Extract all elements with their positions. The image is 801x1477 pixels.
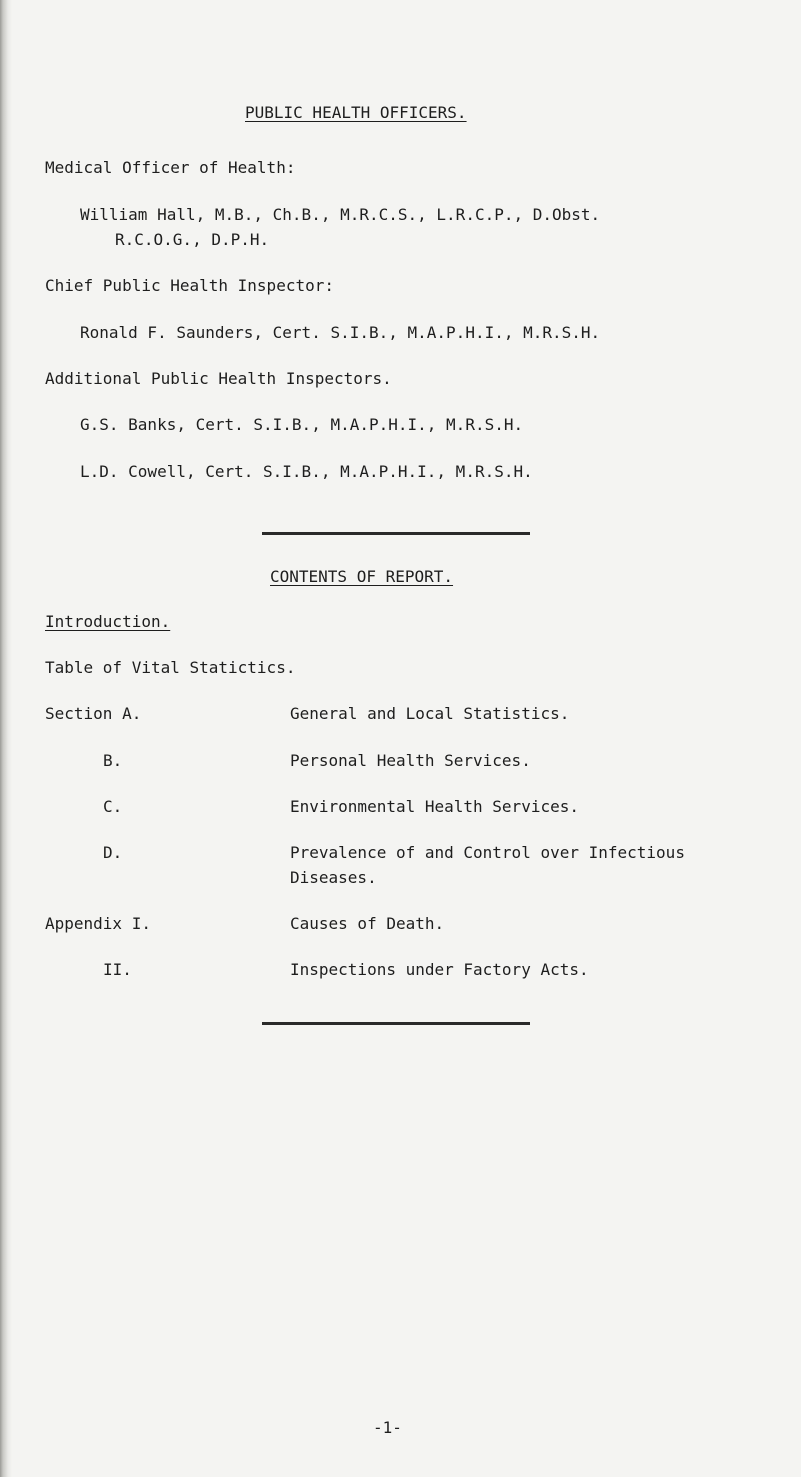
contents-title: CONTENTS OF REPORT. — [270, 567, 454, 586]
contents-label-d: D. — [103, 843, 123, 862]
aphi-heading: Additional Public Health Inspectors. — [45, 369, 392, 388]
introduction-item: Introduction. — [45, 612, 171, 631]
aphi-name-1: G.S. Banks, Cert. S.I.B., M.A.P.H.I., M.R.S.H. — [80, 415, 524, 434]
page-binding-edge — [0, 0, 12, 1477]
moh-name-line1: William Hall, M.B., Ch.B., M.R.C.S., L.R.C.P., D.Obst. — [80, 205, 601, 224]
contents-desc-d: Prevalence of and Control over Infectious — [290, 843, 685, 862]
contents-desc-b: Personal Health Services. — [290, 751, 531, 770]
aphi-name-2: L.D. Cowell, Cert. S.I.B., M.A.P.H.I., M.R.S.H. — [80, 462, 533, 481]
contents-label-b: B. — [103, 751, 123, 770]
cphi-name: Ronald F. Saunders, Cert. S.I.B., M.A.P.H.I., M.R.S.H. — [80, 323, 601, 342]
contents-desc-c: Environmental Health Services. — [290, 797, 579, 816]
contents-label-appendix-1: Appendix I. — [45, 914, 151, 933]
moh-name-line2: R.C.O.G., D.P.H. — [115, 230, 270, 249]
cphi-heading: Chief Public Health Inspector: — [45, 276, 334, 295]
page-number: -1- — [373, 1418, 402, 1437]
contents-label-c: C. — [103, 797, 123, 816]
vital-statistics-item: Table of Vital Statictics. — [45, 658, 296, 677]
contents-label-a: Section A. — [45, 704, 142, 723]
bottom-divider — [262, 1022, 530, 1025]
moh-heading: Medical Officer of Health: — [45, 158, 296, 177]
section-divider — [262, 532, 530, 535]
contents-desc-a: General and Local Statistics. — [290, 704, 570, 723]
contents-desc-d-cont: Diseases. — [290, 868, 377, 887]
contents-desc-appendix-2: Inspections under Factory Acts. — [290, 960, 589, 979]
contents-label-appendix-2: II. — [103, 960, 132, 979]
page-title: PUBLIC HEALTH OFFICERS. — [245, 103, 467, 122]
contents-desc-appendix-1: Causes of Death. — [290, 914, 445, 933]
